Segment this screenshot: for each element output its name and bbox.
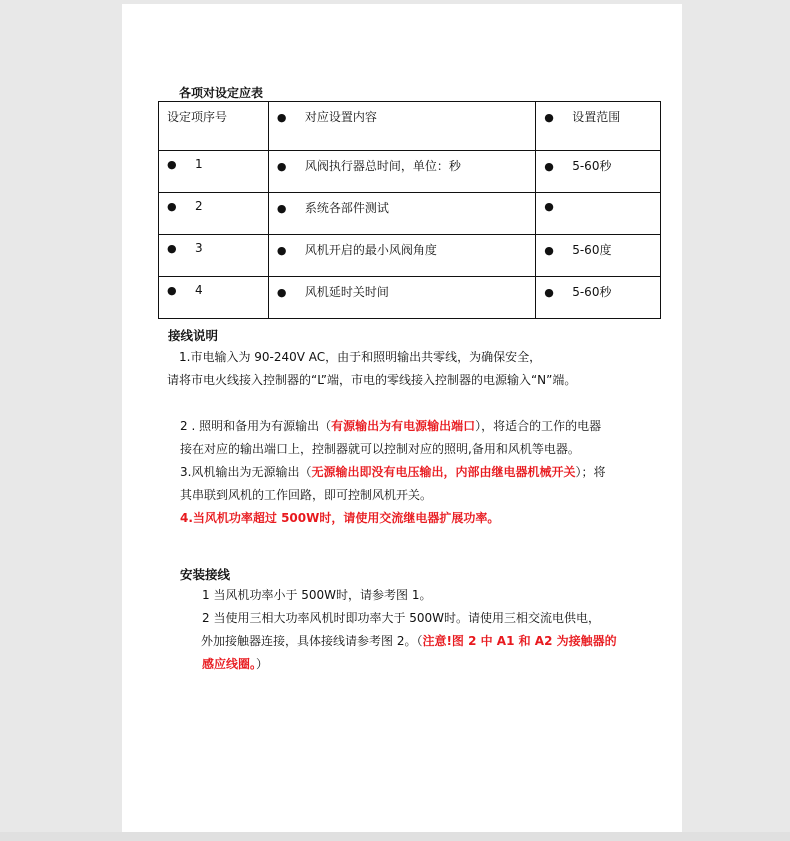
bullet-icon: ● [544,200,554,213]
page-bottom-gap [0,832,790,841]
table-row [159,151,661,193]
bullet-icon: ● [167,284,177,297]
header-cell-no: 设定项序号 [159,102,269,151]
bullet-icon: ● [276,160,287,173]
cell-no: ● 3 [159,235,269,277]
cell-content: ● 风机延时关时间 [268,277,535,319]
cell-no: ● 2 [159,193,269,235]
wiring-paragraph-1 [167,346,577,392]
install-item-1: 1 当风机功率小于 500W时，请参考图 1。 [202,588,432,602]
wiring-p2-line-a: 2 . 照明和备用为有源输出（有源输出为有电源输出端口），将适合的工作的电器 [180,419,602,433]
wiring-p1-line-b: 请将市电火线接入控制器的“L”端，市电的零线接入控制器的电源输入“N”端。 [167,373,577,387]
install-i2-line-c: 感应线圈。） [202,657,269,671]
install-section-title: 安装接线 [180,567,231,582]
bullet-icon: ● [167,200,177,213]
wiring-p1-line-a: 1.市电输入为 90-240V AC，由于和照明输出共零线，为确保安全， [179,350,542,364]
header-cell-range: ● 设置范围 [536,102,661,151]
cell-content: ● 风机开启的最小风阀角度 [268,235,535,277]
table-header-row [159,102,661,151]
bullet-icon: ● [544,286,554,299]
cell-content: ● 风阀执行器总时间，单位：秒 [268,151,535,193]
bullet-icon: ● [276,244,287,257]
table-row [159,277,661,319]
settings-table [158,101,661,319]
install-i2-red-note-cont: 感应线圈。 [202,657,257,671]
bullet-icon: ● [276,286,287,299]
install-i2-line-b: 外加接触器连接，具体接线请参考图 2。（注意!图 2 中 A1 和 A2 为接触器的 [201,634,617,648]
table-title: 各项对设定应表 [179,86,264,100]
wiring-section-title: 接线说明 [168,328,219,343]
bullet-icon: ● [544,244,554,257]
cell-range: ● 5-60秒 [536,277,661,319]
bullet-icon: ● [167,158,177,171]
bullet-icon: ● [544,160,554,173]
wiring-paragraph-2 [180,415,605,530]
wiring-p4-red: 4.当风机功率超过 500W时，请使用交流继电器扩展功率。 [180,511,500,525]
bullet-icon: ● [276,202,287,215]
document-page [122,4,682,832]
install-i2-line-a: 2 当使用三相大功率风机时即功率大于 500W时。请使用三相交流电供电， [202,611,601,625]
bullet-icon: ● [544,111,554,124]
wiring-p3-line-a: 3.风机输出为无源输出（无源输出即没有电压输出，内部由继电器机械开关）；将 [180,465,606,479]
bullet-icon: ● [167,242,177,255]
cell-no: ● 4 [159,277,269,319]
wiring-p2-red-note: 有源输出为有电源输出端口 [331,419,476,433]
table-row [159,193,661,235]
table-row [159,235,661,277]
cell-content: ● 系统各部件测试 [268,193,535,235]
cell-no: ● 1 [159,151,269,193]
install-item-2 [202,607,617,676]
cell-range [536,193,661,235]
bullet-icon: ● [276,111,287,124]
wiring-p3-line-b: 其串联到风机的工作回路，即可控制风机开关。 [180,488,433,502]
header-cell-content: ● 对应设置内容 [268,102,535,151]
cell-range: ● 5-60秒 [536,151,661,193]
wiring-p3-red-note: 无源输出即没有电压输出，内部由继电器机械开关 [311,465,576,479]
install-i2-red-note: 注意!图 2 中 A1 和 A2 为接触器的 [422,634,617,648]
wiring-p2-line-b: 接在对应的输出端口上，控制器就可以控制对应的照明,备用和风机等电器。 [180,442,580,456]
cell-range: ● 5-60度 [536,235,661,277]
